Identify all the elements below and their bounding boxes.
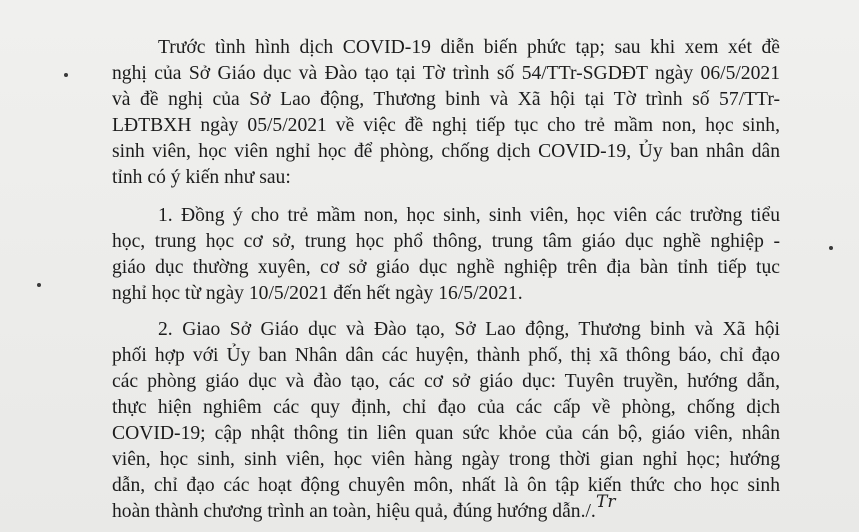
paragraph-line: nghị của Sở Giáo dục và Đào tạo tại Tờ trình số 54/TTr-SGDĐT ngày 06/5/2021 [112,63,780,84]
paragraph-line: Trước tình hình dịch COVID-19 diễn biến phức tạp; sau khi xem xét đề [158,37,780,58]
paragraph-line: nghỉ học từ ngày 10/5/2021 đến hết ngày 16/5/2021. [112,283,523,304]
paragraph-line: các phòng giáo dục và đào tạo, các cơ sở giáo dục: Tuyên truyền, hướng dẫn, [112,371,780,392]
cropped-header-fragment [0,0,859,8]
paragraph-line: học, trung học cơ sở, trung học phổ thông, trung tâm giáo dục nghề nghiệp - [112,231,780,252]
intro-paragraph [112,35,780,191]
paragraph-line: thực hiện nghiêm các quy định, chỉ đạo của các cấp về phòng, chống dịch [112,397,780,418]
margin-dot [829,246,833,250]
paragraph-line: 1. Đồng ý cho trẻ mầm non, học sinh, sinh viên, học viên các trường tiểu [158,205,780,226]
handwritten-initials: Tr [596,492,616,512]
paragraph-line: phối hợp với Ủy ban Nhân dân các huyện, thành phố, thị xã thông báo, chỉ đạo [112,345,780,366]
paragraph-line: tỉnh có ý kiến như sau: [112,167,291,188]
paragraph-line: giáo dục thường xuyên, cơ sở giáo dục nghề nghiệp trên địa bàn tỉnh tiếp tục [112,257,780,278]
paragraph-line: dẫn, chỉ đạo các hoạt động chuyên môn, nhất là ôn tập kiến thức cho học sinh [112,475,780,496]
paragraph-line: COVID-19; cập nhật thông tin liên quan sức khỏe của cán bộ, giáo viên, nhân [112,423,780,444]
item-1-paragraph [112,203,780,307]
margin-dot [64,73,68,77]
paragraph-line: LĐTBXH ngày 05/5/2021 về việc đề nghị tiếp tục cho trẻ mầm non, học sinh, [112,115,780,136]
item-2-paragraph [112,317,780,525]
paragraph-line: 2. Giao Sở Giáo dục và Đào tạo, Sở Lao động, Thương binh và Xã hội [158,319,780,340]
paragraph-line: hoàn thành chương trình an toàn, hiệu quả, đúng hướng dẫn./. [112,501,596,522]
paragraph-line: và đề nghị của Sở Lao động, Thương binh và Xã hội tại Tờ trình số 57/TTr- [112,89,780,110]
paragraph-line: viên, học sinh, sinh viên, học viên hàng ngày trong thời gian nghỉ học; hướng [112,449,780,470]
paragraph-line: sinh viên, học viên nghỉ học để phòng, chống dịch COVID-19, Ủy ban nhân dân [112,141,780,162]
margin-dot [37,283,41,287]
